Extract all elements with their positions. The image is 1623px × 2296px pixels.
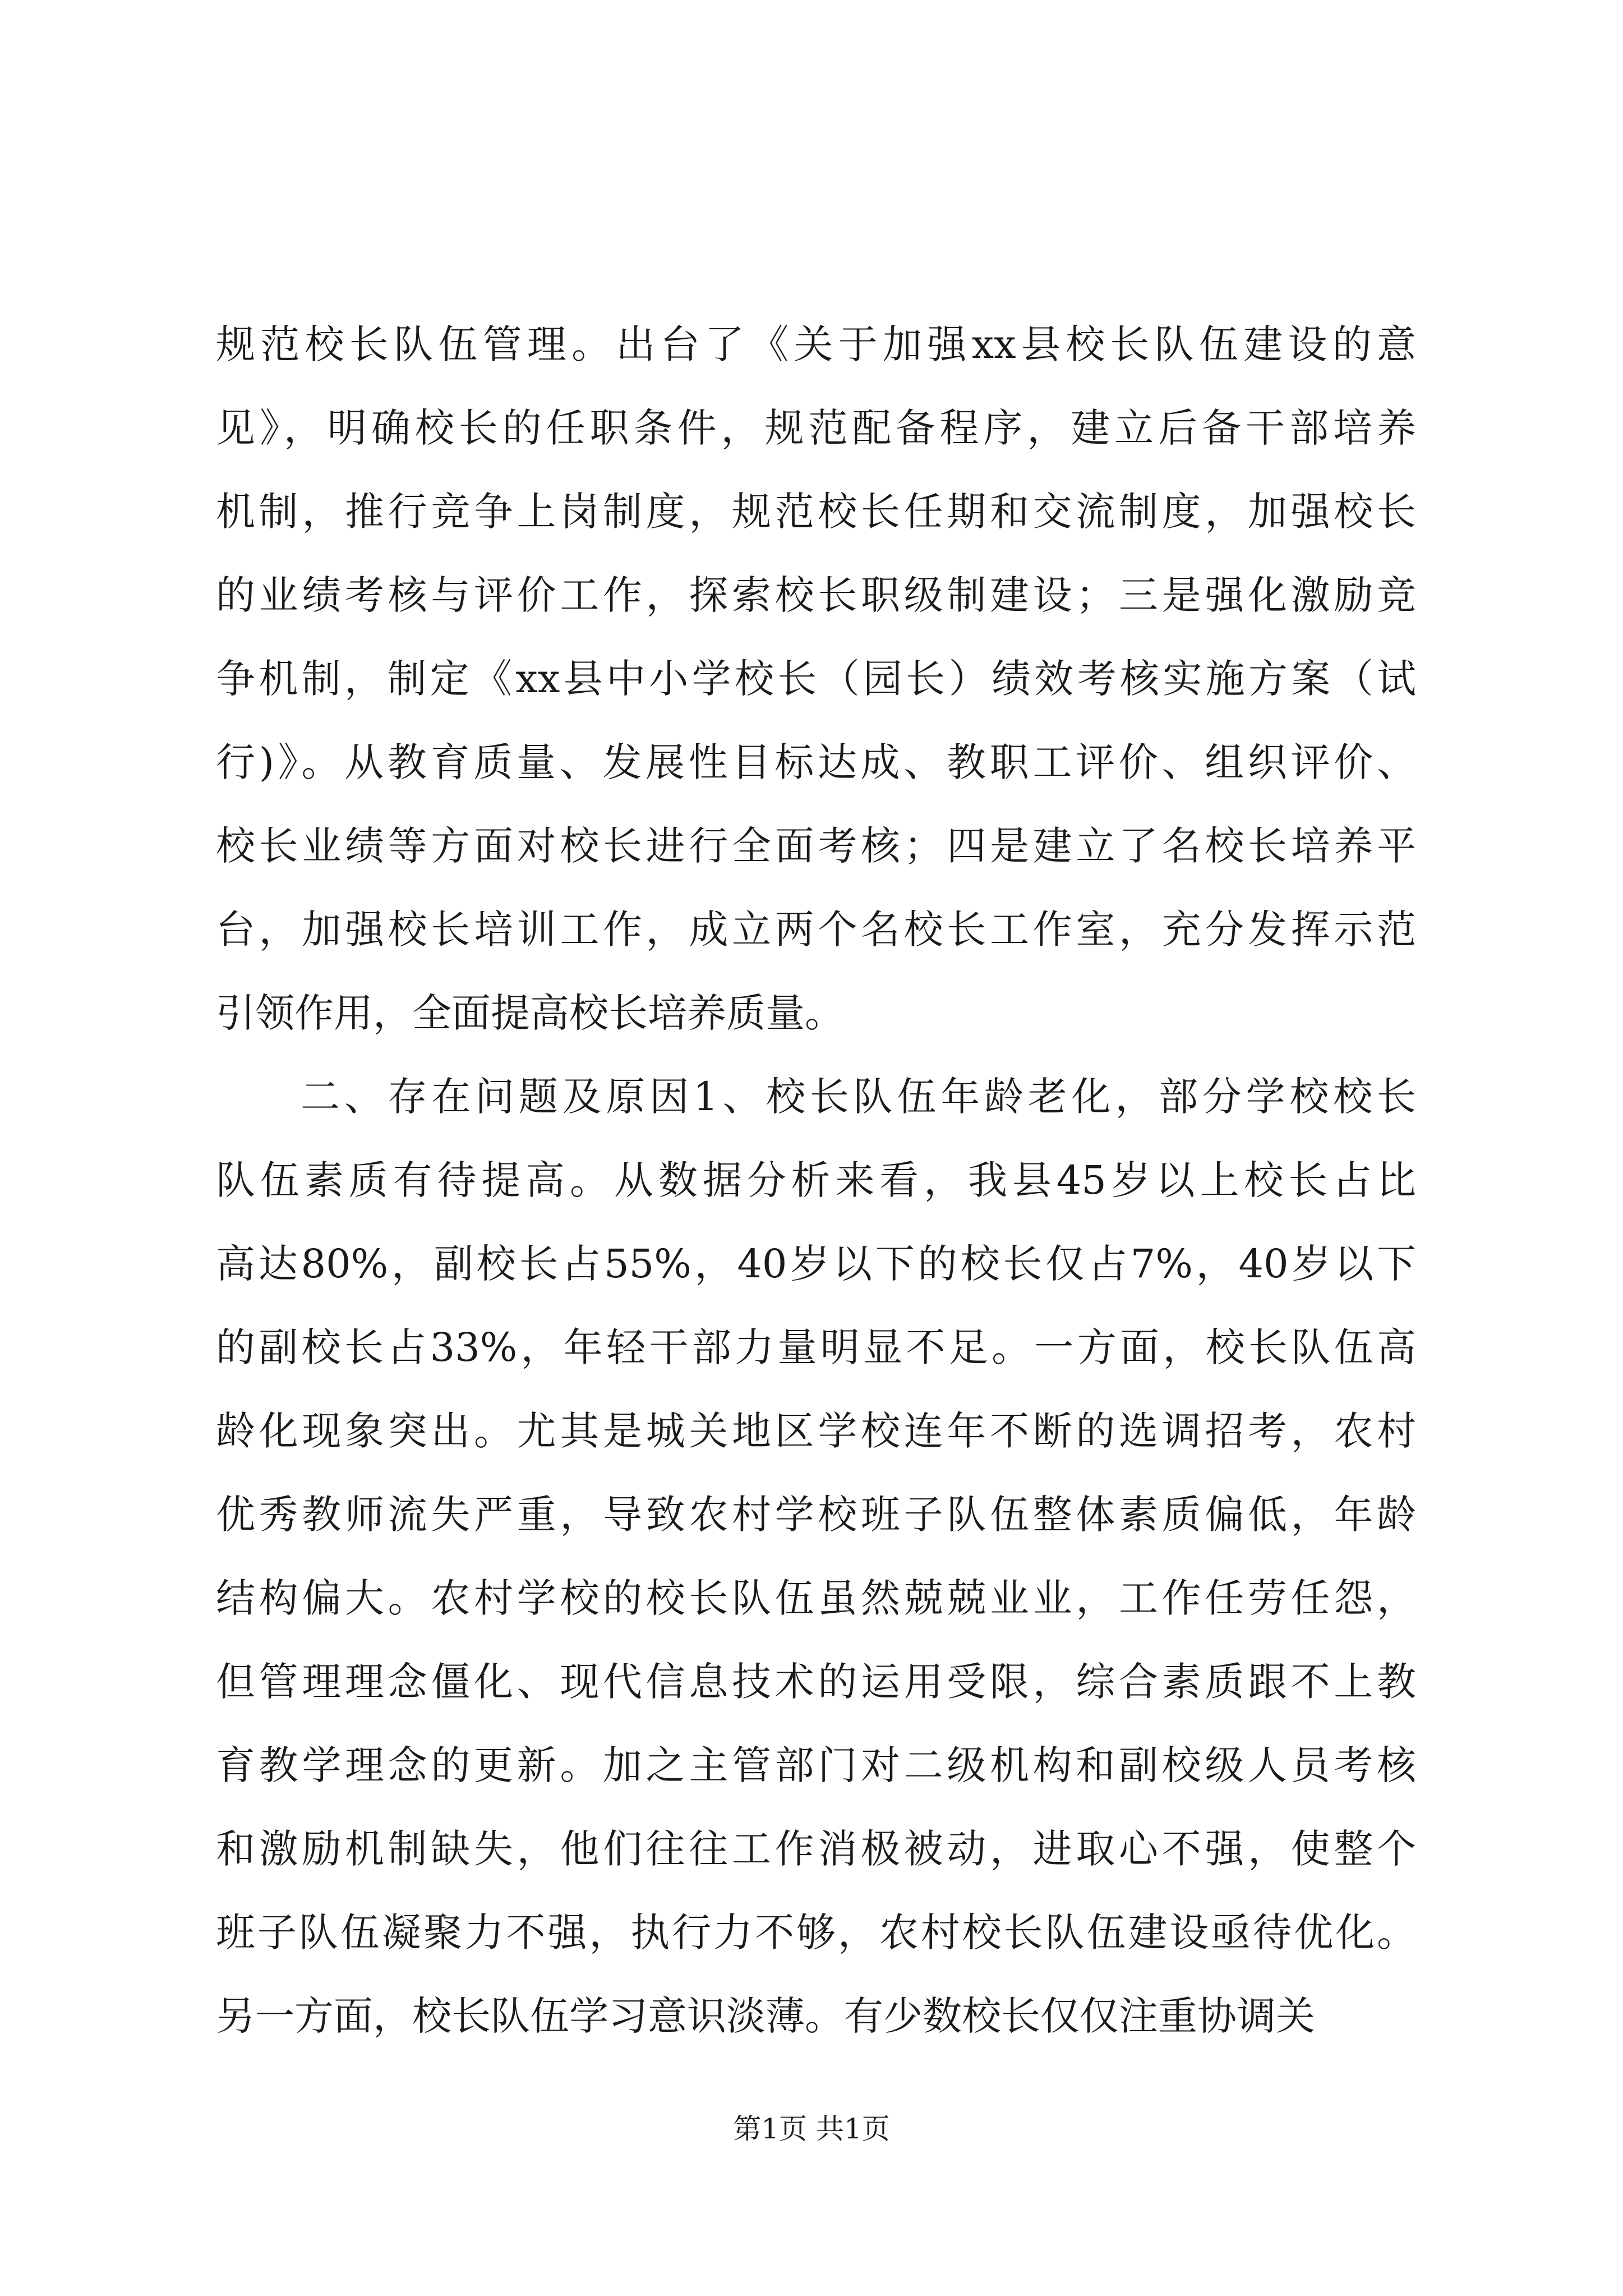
text-line: 高达80%，副校长占55%，40岁以下的校长仅占7%，40岁以下 xyxy=(216,1241,1416,1287)
text-line: 育教学理念的更新。加之主管部门对二级机构和副校级人员考核 xyxy=(216,1742,1416,1788)
text-line: 优秀教师流失严重，导致农村学校班子队伍整体素质偏低，年龄 xyxy=(216,1492,1416,1538)
paragraph-2 xyxy=(216,1055,1416,2058)
text-line: 但管理理念僵化、现代信息技术的运用受限，综合素质跟不上教 xyxy=(216,1659,1416,1705)
text-line: 规范校长队伍管理。出台了《关于加强xx县校长队伍建设的意 xyxy=(216,321,1416,367)
text-line: 的业绩考核与评价工作，探索校长职级制建设；三是强化激励竞 xyxy=(216,572,1416,618)
text-line: 和激励机制缺失，他们往往工作消极被动，进取心不强，使整个 xyxy=(216,1826,1416,1872)
text-line: 见》，明确校长的任职条件，规范配备程序，建立后备干部培养 xyxy=(216,405,1416,451)
document-body xyxy=(216,303,1416,2058)
text-line: 班子队伍凝聚力不强，执行力不够，农村校长队伍建设亟待优化。 xyxy=(216,1910,1416,1955)
text-line: 争机制，制定《xx县中小学校长（园长）绩效考核实施方案（试 xyxy=(216,656,1416,702)
text-line: 结构偏大。农村学校的校长队伍虽然兢兢业业，工作任劳任怨， xyxy=(216,1575,1416,1621)
text-line: 二、存在问题及原因1、校长队伍年龄老化，部分学校校长 xyxy=(301,1074,1416,1120)
text-line: 校长业绩等方面对校长进行全面考核；四是建立了名校长培养平 xyxy=(216,823,1416,869)
page-number-footer: 第1页 共1页 xyxy=(733,2113,890,2145)
text-line: 龄化现象突出。尤其是城关地区学校连年不断的选调招考，农村 xyxy=(216,1408,1416,1454)
text-line: 机制，推行竞争上岗制度，规范校长任期和交流制度，加强校长 xyxy=(216,489,1416,535)
text-line: 行)》。从教育质量、发展性目标达成、教职工评价、组织评价、 xyxy=(216,739,1416,785)
text-line: 队伍素质有待提高。从数据分析来看，我县45岁以上校长占比 xyxy=(216,1157,1416,1203)
text-line: 引领作用，全面提高校长培养质量。 xyxy=(216,990,844,1036)
text-line: 另一方面，校长队伍学习意识淡薄。有少数校长仅仅注重协调关 xyxy=(216,1993,1315,2039)
text-line: 的副校长占33%，年轻干部力量明显不足。一方面，校长队伍高 xyxy=(216,1324,1416,1370)
text-line: 台，加强校长培训工作，成立两个名校长工作室，充分发挥示范 xyxy=(216,907,1416,953)
paragraph-1 xyxy=(216,303,1416,1055)
